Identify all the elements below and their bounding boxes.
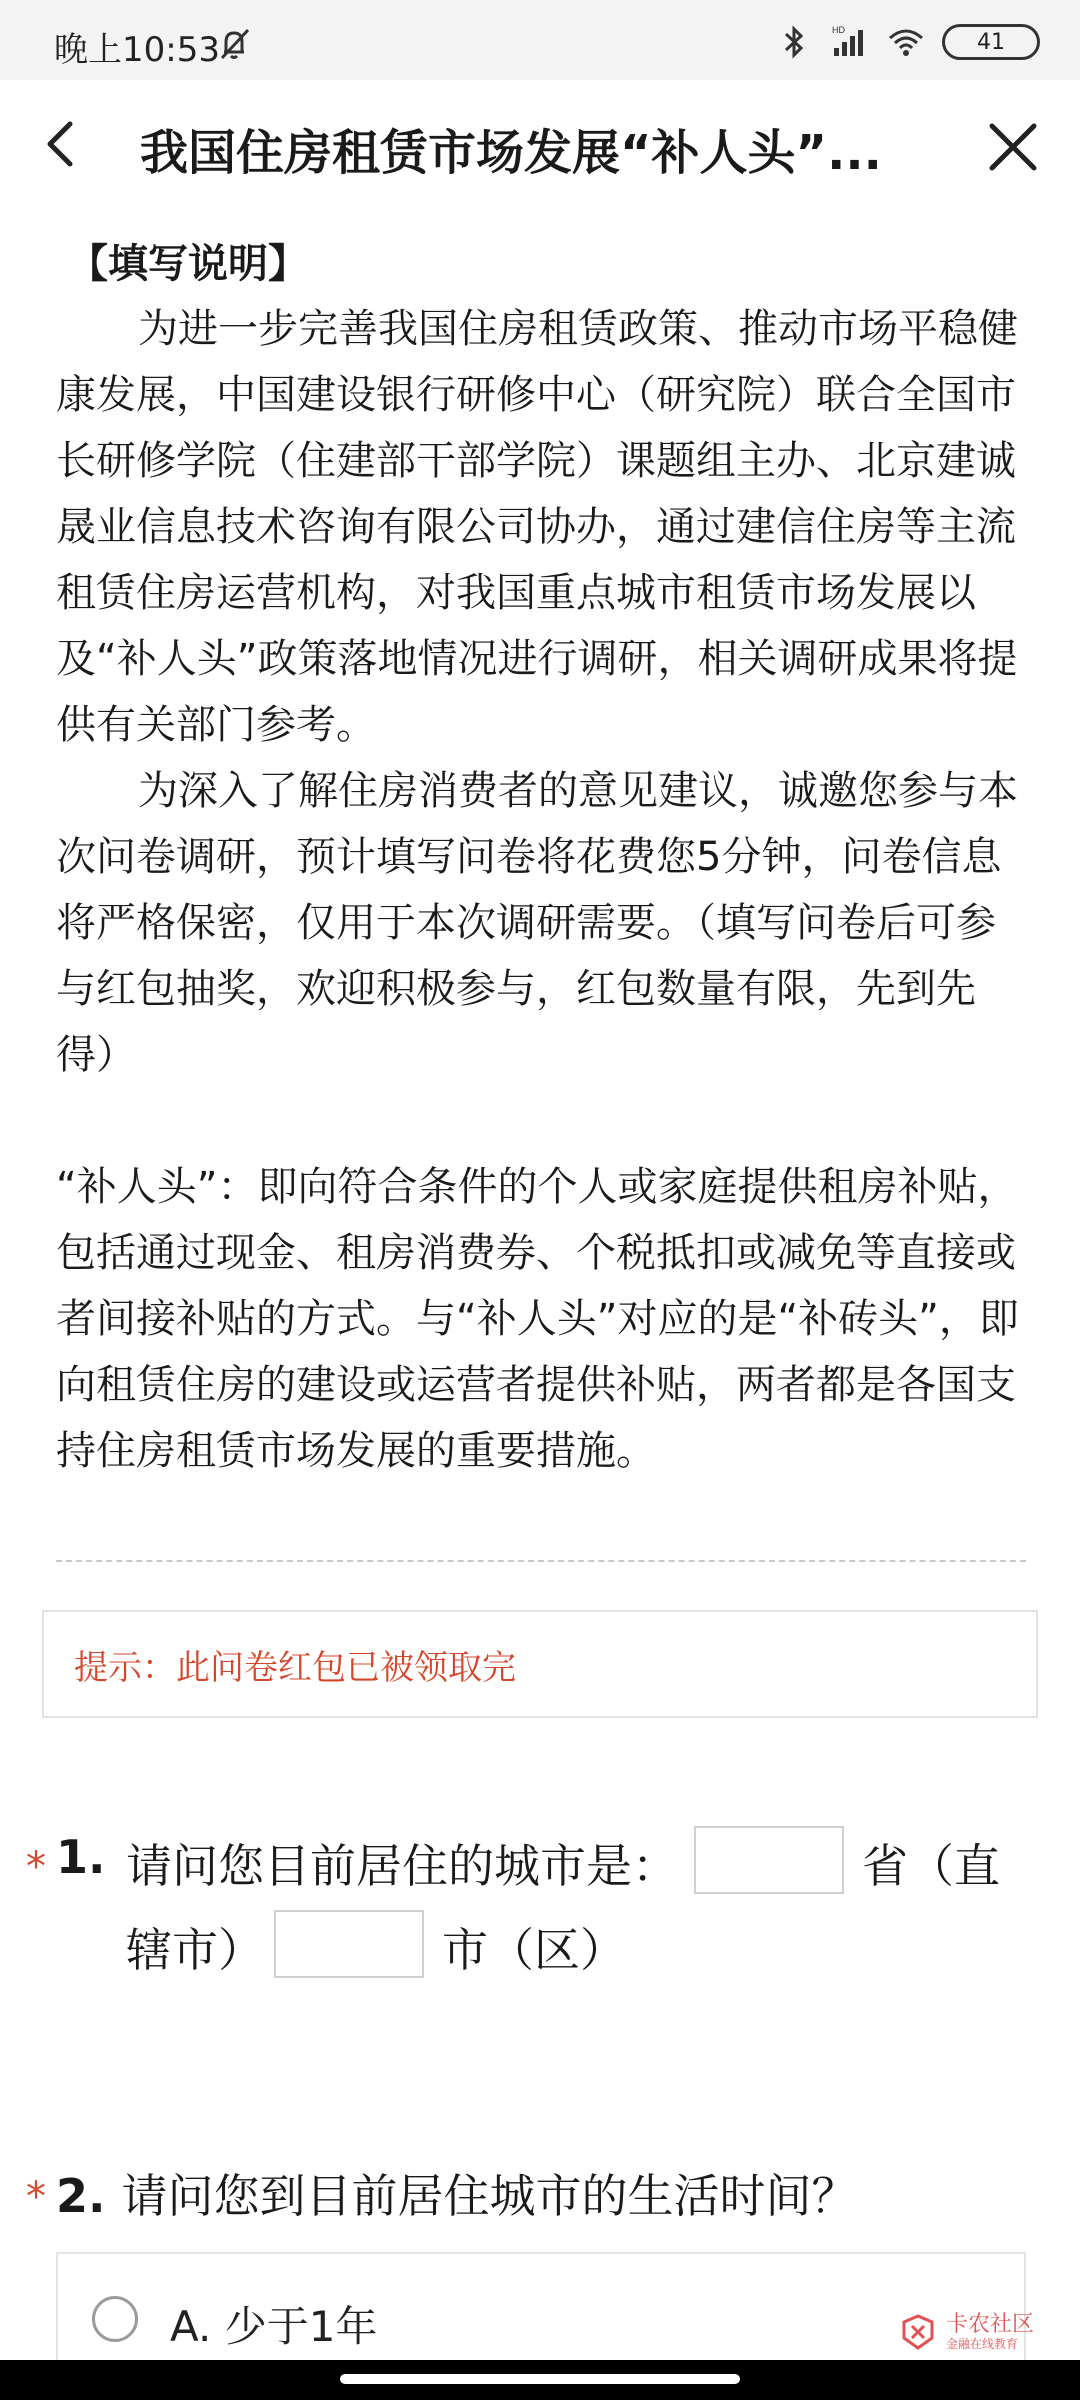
watermark-main: 卡农社区 [945,2312,1034,2337]
question-title: 请问您到目前居住城市的生活时间？ [121,2169,858,2223]
watermark-logo-icon [898,2312,938,2352]
back-arrow-icon[interactable] [30,112,94,176]
close-icon[interactable] [978,112,1048,182]
city-suffix: 市（区） [442,1923,626,1977]
option-a[interactable] [56,2252,1026,2362]
watermark [898,2312,1034,2352]
question-text: 请问您目前居住的城市是： [126,1839,678,1893]
intro-paragraph-2: 为深入了解住房消费者的意见建议，诚邀您参与本次问卷调研，预计填写问卷将花费您5分钟，问卷信息将严格保密，仅用于本次调研需要。（填写问卷后可参与红包抽奖，欢迎积极参与，红包数量有限，先到先得） [56,768,1018,1078]
province-input[interactable] [694,1826,844,1894]
red-packet-notice: 提示：此问卷红包已被领取完 [42,1610,1038,1718]
question-number: 1. [56,1830,106,1884]
survey-description [56,232,1024,1484]
hd-signal-icon [830,22,870,62]
bluetooth-icon [774,22,814,62]
option-label: A. 少于1年 [170,2302,378,2351]
status-bar [0,0,1080,80]
home-indicator[interactable] [340,2374,740,2384]
paragraph-spacer [56,1088,1024,1154]
definition-paragraph: “补人头”：即向符合条件的个人或家庭提供租房补贴，包括通过现金、租房消费券、个税抵扣或减免等直接或者间接补贴的方式。与“补人头”对应的是“补砖头”，即向租赁住房的建设或运营者提供补贴，两者都是各国支持住房租赁市场发展的重要措施。 [56,1164,1019,1474]
city-input[interactable] [274,1910,424,1978]
province-suffix: 省（直 [862,1839,1000,1893]
page-title: 我国住房租赁市场发展“补人头”... [140,125,882,181]
intro-paragraph-1: 为进一步完善我国住房租赁政策、推动市场平稳健康发展，中国建设银行研修中心（研究院）联合全国市长研修学院（住建部干部学院）课题组主办、北京建诚晟业信息技术咨询有限公司协办，通过建信住房等主流租赁住房运营机构，对我国重点城市租赁市场发展以及“补人头”政策落地情况进行调研，相关调研成果将提供有关部门参考。 [56,306,1018,748]
required-mark: * [26,1844,46,1890]
battery-icon [942,24,1040,60]
dashed-divider [56,1560,1026,1562]
wifi-icon [886,22,926,62]
bell-off-icon [214,24,254,64]
required-mark: * [26,2174,46,2220]
watermark-sub: 金融在线教育 [945,2337,1018,2351]
battery-level: 41 [977,29,1005,55]
status-icons [774,22,1040,62]
status-time: 晚上10:53 [54,30,220,70]
question-number [56,2160,858,2226]
radio-button[interactable] [92,2296,138,2342]
section-heading: 【填写说明】 [68,241,308,287]
top-app-bar [0,80,1080,210]
question-1 [26,1830,1046,2010]
question-number-text: 2. [56,2169,106,2223]
svg-text:HD: HD [832,25,845,35]
question-text-line2: 辖市） [126,1923,264,1977]
